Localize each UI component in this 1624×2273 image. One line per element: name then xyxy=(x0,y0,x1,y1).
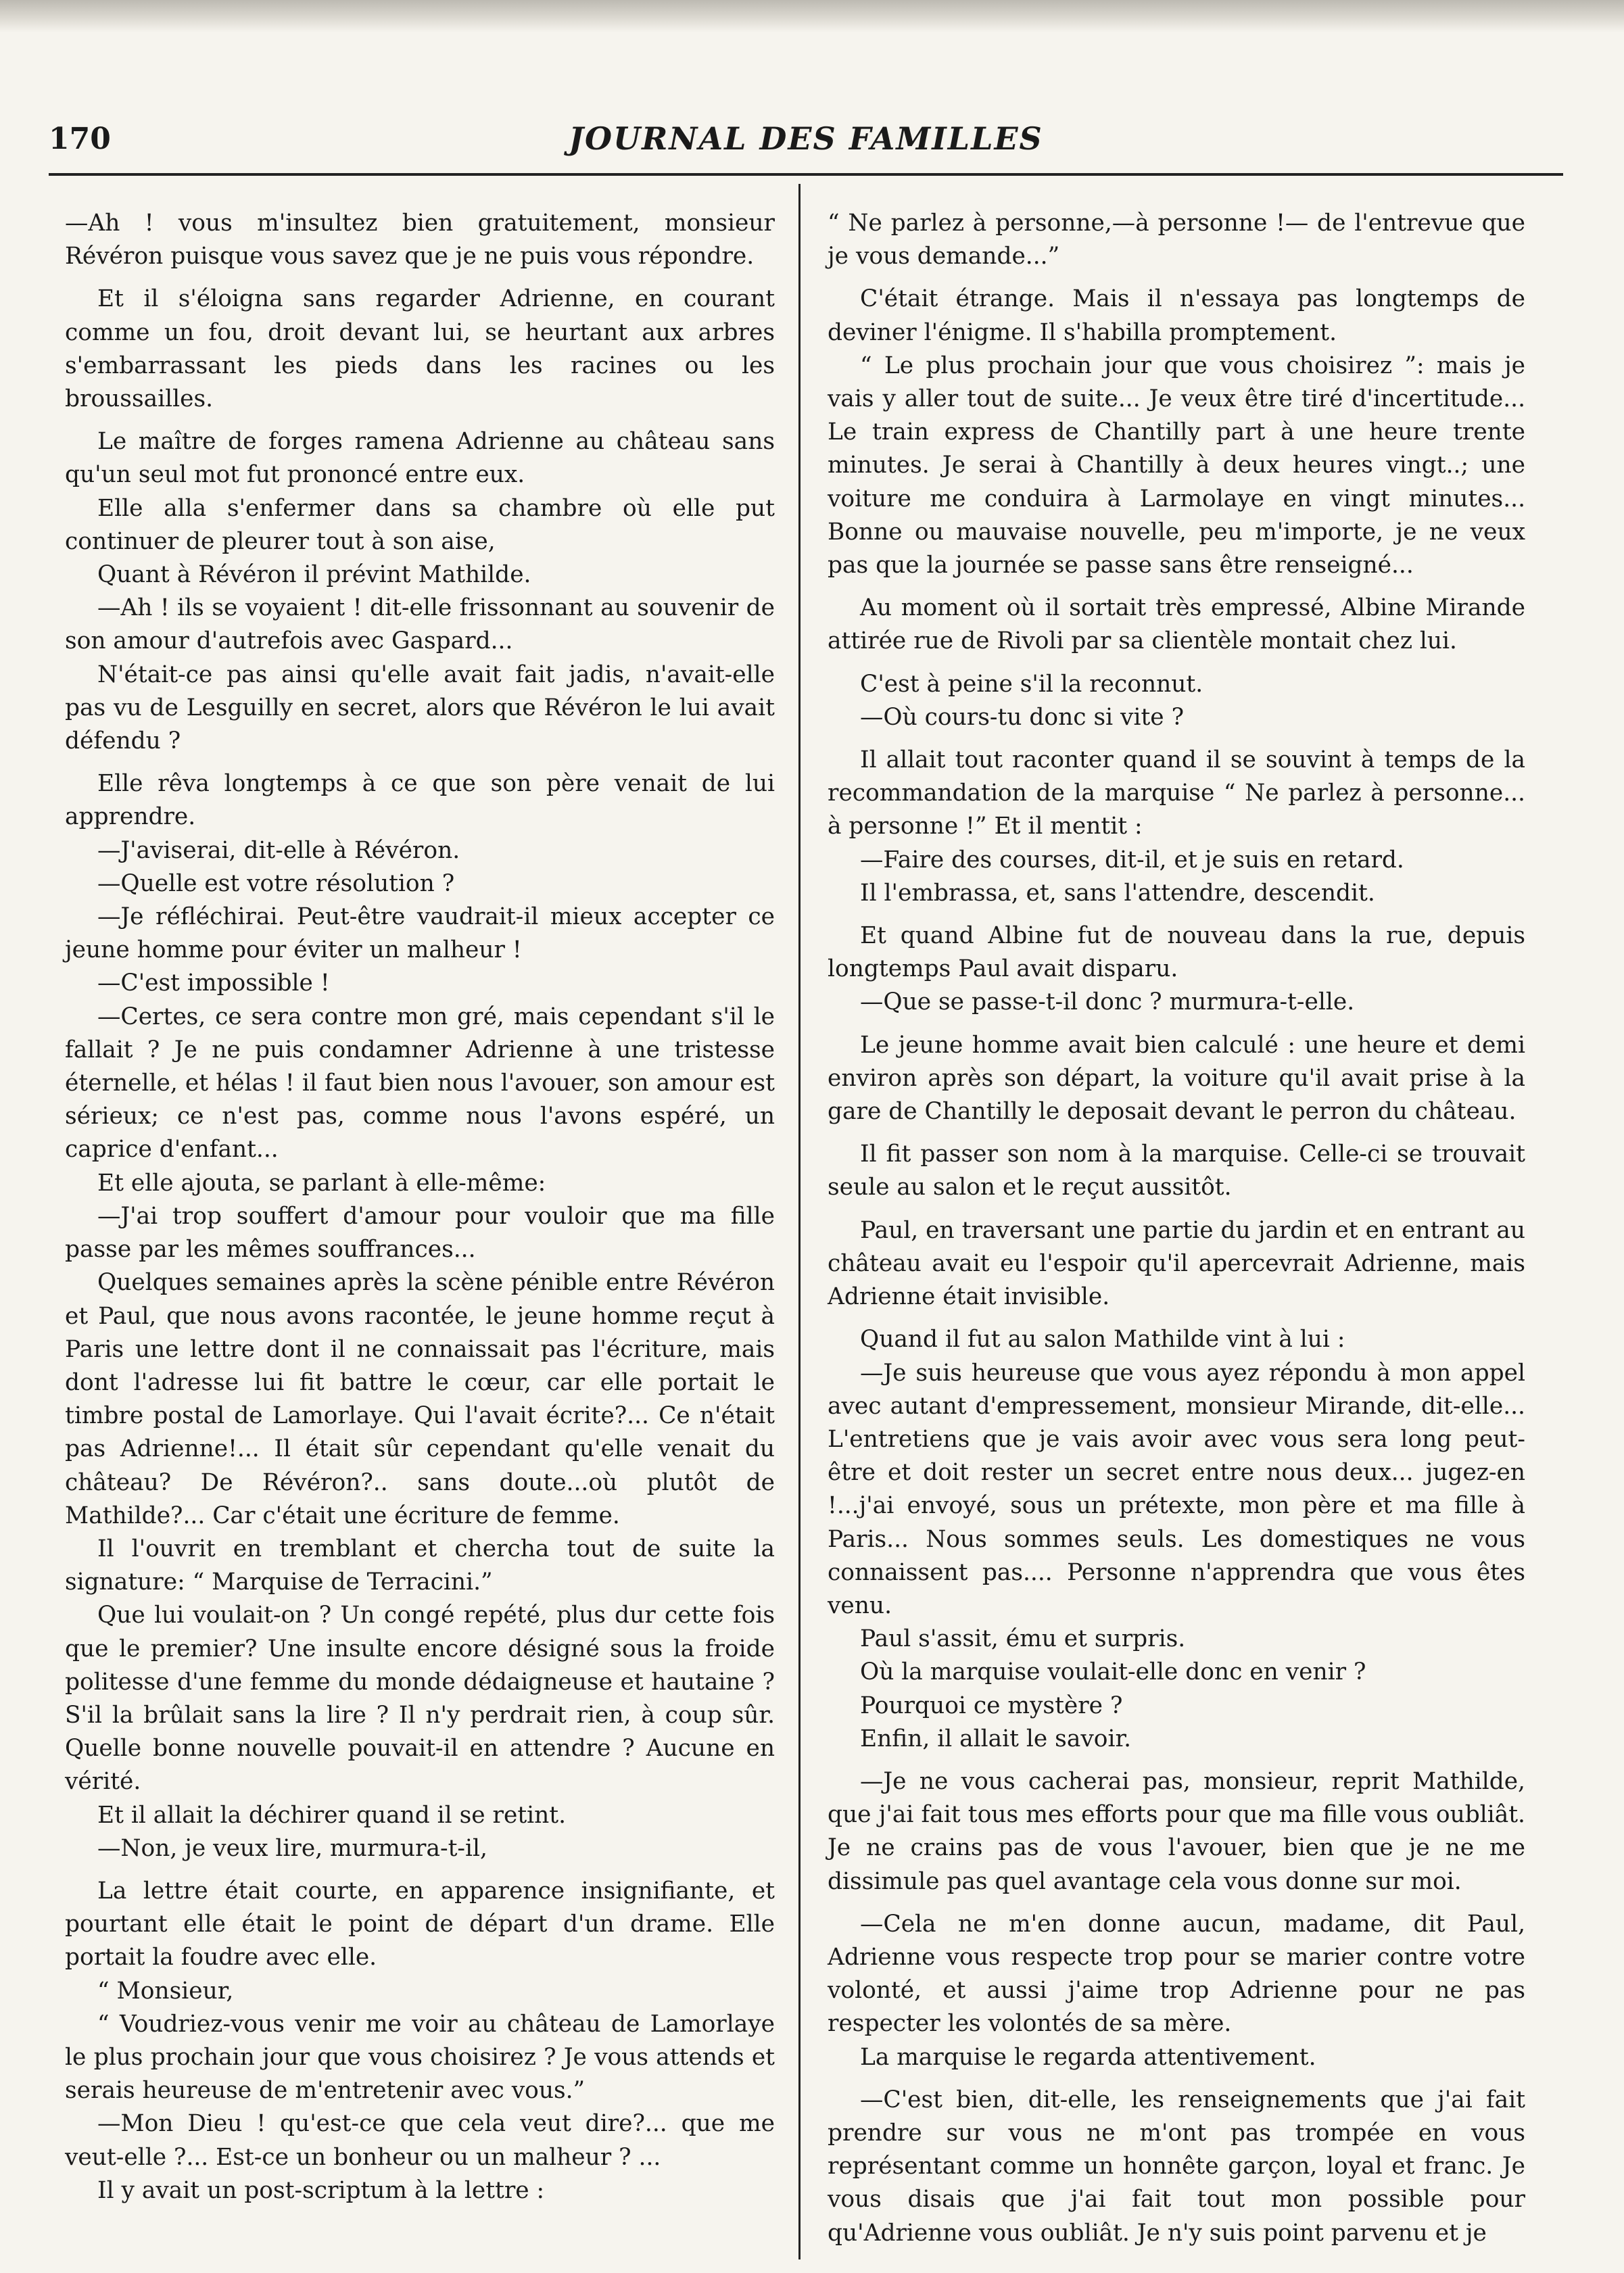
paragraph: —C'est bien, dit-elle, les renseignements que j'ai fait prendre sur vous ne m'ont pas trompée en vous représentant comme un honnête garçon, loyal et franc. Je vous disais que j'ai fait tout mon possible pour qu'Adrienne vous oubliât. Je n'y suis point parvenu et je xyxy=(828,2086,1525,2247)
paragraph: Le maître de forges ramena Adrienne au château sans qu'un seul mot fut prononcé entre eux. xyxy=(65,428,775,489)
paragraph: —Quelle est votre résolution ? xyxy=(97,869,455,897)
paragraph: Et elle ajouta, se parlant à elle-même: xyxy=(97,1169,546,1197)
paragraph: Que lui voulait-on ? Un congé repété, plus dur cette fois que le premier? Une insulte encore désigné sous la froide politesse d'une femme du monde dédaigneuse et hautaine ? S'il la brûlait sans la lire ? Il n'y perdrait rien, à coup sûr. Quelle bonne nouvelle pouvait-il en attendre ? Aucune en vérité. xyxy=(65,1602,775,1796)
journal-title: JOURNAL DES FAMILLES xyxy=(569,120,1043,157)
paragraph: Elle rêva longtemps à ce que son père venait de lui apprendre. xyxy=(65,770,775,831)
paragraph: “ Voudriez-vous venir me voir au château de Lamorlaye le plus prochain jour que vous choisirez ? Je vous attends et serais heureuse de m'entretenir avec vous.” xyxy=(65,2010,775,2105)
paragraph: —J'aviserai, dit-elle à Révéron. xyxy=(97,836,460,864)
left-column xyxy=(65,207,775,2207)
paragraph: —Faire des courses, dit-il, et je suis en retard. xyxy=(860,846,1404,874)
paragraph: Il fit passer son nom à la marquise. Celle-ci se trouvait seule au salon et le reçut aussitôt. xyxy=(828,1141,1525,1201)
paragraph: Il l'ouvrit en tremblant et chercha tout de suite la signature: “ Marquise de Terracini.” xyxy=(65,1535,775,1596)
paragraph: —Je ne vous cacherai pas, monsieur, reprit Mathilde, que j'ai fait tous mes efforts pour que ma fille vous oubliât. Je ne crains pas de vous l'avouer, bien que je ne me dissimule pas quel avantage cela vous donne sur moi. xyxy=(828,1767,1525,1895)
paragraph: Paul s'assit, ému et surpris. xyxy=(860,1625,1186,1653)
paragraph: —Je réfléchirai. Peut-être vaudrait-il mieux accepter ce jeune homme pour éviter un malheur ! xyxy=(65,903,775,964)
paragraph: Il l'embrassa, et, sans l'attendre, descendit. xyxy=(860,879,1375,907)
paragraph: Elle alla s'enfermer dans sa chambre où elle put continuer de pleurer tout à son aise, xyxy=(65,494,775,555)
paragraph: Il allait tout raconter quand il se souvint à temps de la recommandation de la marquise “ Ne parlez à personne... à personne !” Et il mentit : xyxy=(828,746,1525,840)
paragraph: —J'ai trop souffert d'amour pour vouloir que ma fille passe par les mêmes souffrances... xyxy=(65,1202,775,1264)
paragraph: —Que se passe-t-il donc ? murmura-t-elle. xyxy=(860,988,1355,1016)
paragraph: —Ah ! vous m'insultez bien gratuitement, monsieur Révéron puisque vous savez que je ne puis vous répondre. xyxy=(65,210,775,270)
paragraph: Et il allait la déchirer quand il se retint. xyxy=(97,1801,567,1829)
header-rule xyxy=(49,173,1563,176)
paragraph: —Mon Dieu ! qu'est-ce que cela veut dire?... que me veut-elle ?... Est-ce un bonheur ou un malheur ? ... xyxy=(65,2110,775,2171)
paragraph: —Cela ne m'en donne aucun, madame, dit Paul, Adrienne vous respecte trop pour se marier contre votre volonté, et aussi j'aime trop Adrienne pour ne pas respecter les volontés de sa mère. xyxy=(828,1910,1525,2038)
right-column xyxy=(828,207,1525,2250)
paragraph: Et il s'éloigna sans regarder Adrienne, en courant comme un fou, droit devant lui, se heurtant aux arbres s'embarrassant les pieds dans les racines ou les broussailles. xyxy=(65,285,775,413)
paragraph: Et quand Albine fut de nouveau dans la rue, depuis longtemps Paul avait disparu. xyxy=(828,922,1525,983)
paragraph: Quelques semaines après la scène pénible entre Révéron et Paul, que nous avons racontée, le jeune homme reçut à Paris une lettre dont il ne connaissait pas l'écriture, mais dont l'adresse lui fit battre le cœur, car elle portait le timbre postal de Lamorlaye. Qui l'avait écrite?... Ce n'était pas Adrienne!... Il était sûr cependant qu'elle venait du château? De Révéron?.. sans doute...où plutôt de Mathilde?... Car c'était une écriture de femme. xyxy=(65,1269,775,1529)
paragraph: Quand il fut au salon Mathilde vint à lui : xyxy=(860,1326,1345,1354)
paragraph: “ Le plus prochain jour que vous choisirez ”: mais je vais y aller tout de suite... Je veux être tiré d'incertitude... Le train express de Chantilly part à une heure trente minutes. Je serai à Chantilly à deux heures vingt..; une voiture me conduira à Larmolaye en vingt minutes... Bonne ou mauvaise nouvelle, peu m'importe, je ne veux pas que la journée se passe sans être renseigné... xyxy=(828,352,1525,579)
paragraph: C'est à peine s'il la reconnut. xyxy=(860,670,1203,698)
scan-noise-strip xyxy=(0,0,1624,32)
paragraph: Pourquoi ce mystère ? xyxy=(860,1692,1123,1719)
paragraph: —C'est impossible ! xyxy=(97,970,330,997)
paragraph: —Certes, ce sera contre mon gré, mais cependant s'il le fallait ? Je ne puis condamner Adrienne à une tristesse éternelle, et hélas ! il faut bien nous l'avouer, son amour est sérieux; ce n'est pas, comme nous l'avons espéré, un caprice d'enfant... xyxy=(65,1003,775,1164)
paragraph: Au moment où il sortait très empressé, Albine Mirande attirée rue de Rivoli par sa clientèle montait chez lui. xyxy=(828,594,1525,655)
paragraph: Où la marquise voulait-elle donc en venir ? xyxy=(860,1658,1366,1686)
paragraph: —Je suis heureuse que vous ayez répondu à mon appel avec autant d'empressement, monsieur Mirande, dit-elle... L'entretiens que je vais avoir avec vous sera long peut-être et doit rester un secret entre nous deux... jugez-en !...j'ai envoyé, sous un prétexte, mon père et ma fille à Paris... Nous sommes seuls. Les domestiques ne vous connaissent pas.... Personne n'apprendra que vous êtes venu. xyxy=(828,1359,1525,1619)
column-divider xyxy=(798,184,801,2259)
paragraph: Paul, en traversant une partie du jardin et en entrant au château avait eu l'espoir qu'il apercevrait Adrienne, mais Adrienne était invisible. xyxy=(828,1216,1525,1311)
paragraph: C'était étrange. Mais il n'essaya pas longtemps de deviner l'énigme. Il s'habilla promptement. xyxy=(828,285,1525,346)
paragraph: “ Monsieur, xyxy=(97,1977,234,2005)
paragraph: Quant à Révéron il prévint Mathilde. xyxy=(97,561,531,589)
paragraph: N'était-ce pas ainsi qu'elle avait fait jadis, n'avait-elle pas vu de Lesguilly en secret, alors que Révéron le lui avait défendu ? xyxy=(65,661,775,755)
page-number: 170 xyxy=(49,122,111,156)
paragraph: —Non, je veux lire, murmura-t-il, xyxy=(97,1834,487,1862)
paragraph: Le jeune homme avait bien calculé : une heure et demi environ après son départ, la voiture qu'il avait prise à la gare de Chantilly le deposait devant le perron du château. xyxy=(828,1031,1525,1126)
paragraph: Il y avait un post-scriptum à la lettre : xyxy=(97,2176,545,2204)
paragraph: Enfin, il allait le savoir. xyxy=(860,1725,1132,1752)
paragraph: “ Ne parlez à personne,—à personne !— de l'entrevue que je vous demande...” xyxy=(828,210,1525,270)
paragraph: —Ah ! ils se voyaient ! dit-elle frissonnant au souvenir de son amour d'autrefois avec Gaspard... xyxy=(65,594,775,655)
paragraph: —Où cours-tu donc si vite ? xyxy=(860,703,1185,731)
paragraph: La marquise le regarda attentivement. xyxy=(860,2043,1316,2071)
page-header xyxy=(49,114,1563,161)
paragraph: La lettre était courte, en apparence insignifiante, et pourtant elle était le point de départ d'un drame. Elle portait la foudre avec elle. xyxy=(65,1877,775,1971)
